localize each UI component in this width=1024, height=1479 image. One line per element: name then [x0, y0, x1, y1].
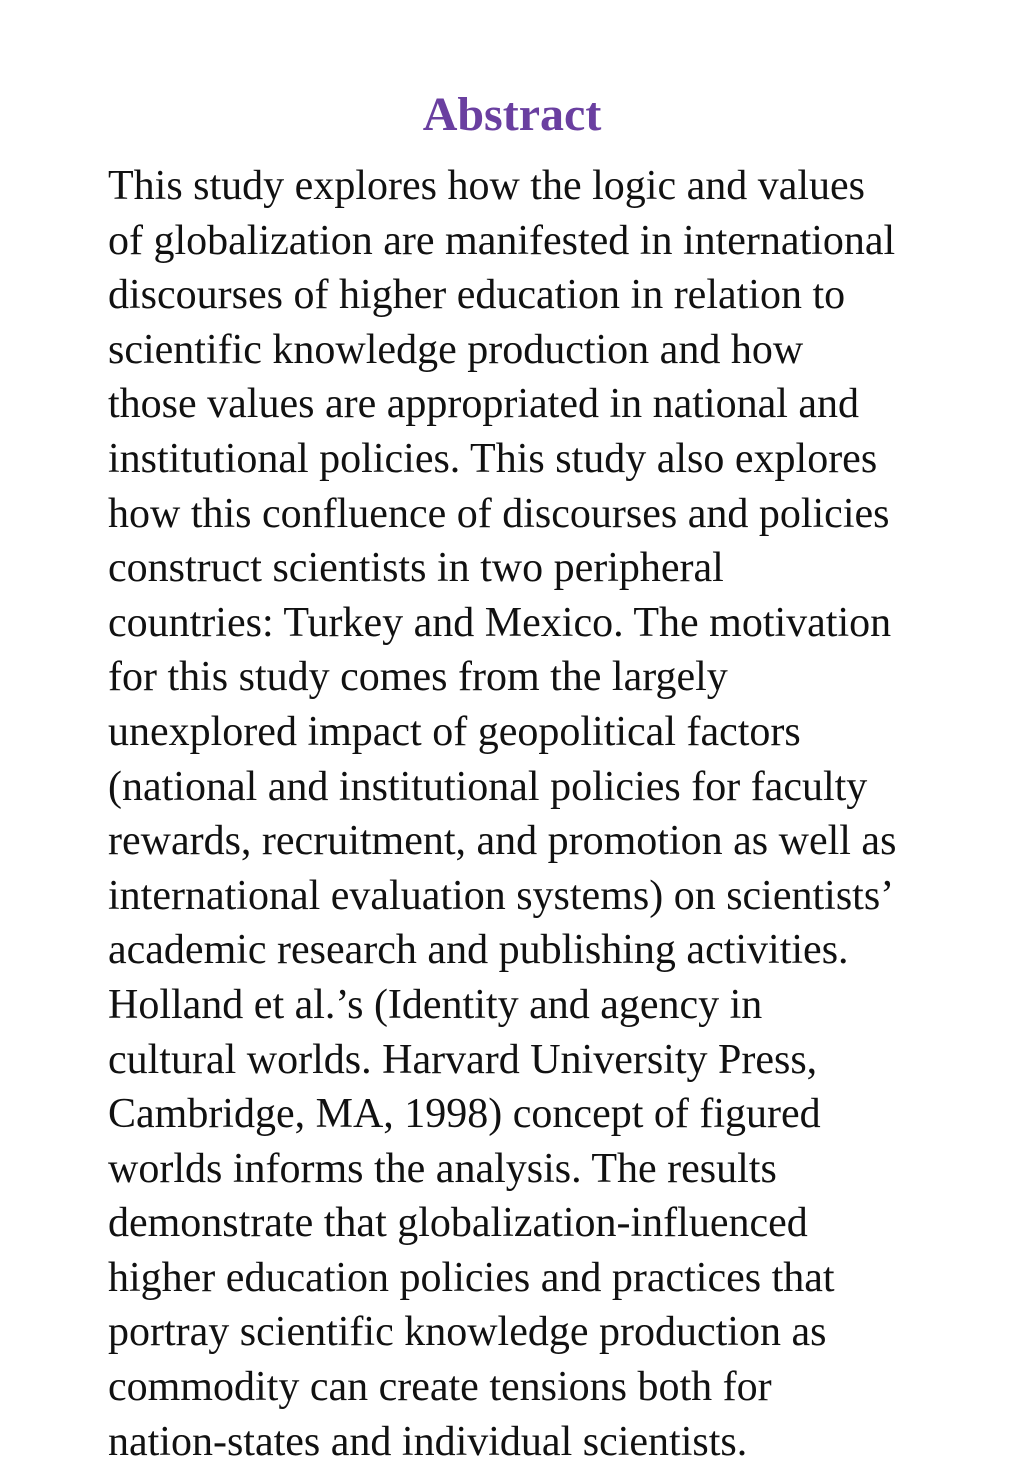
abstract-line-22: portray scientific knowledge production as [108, 1309, 827, 1356]
abstract-line-2: of globalization are manifested in international [108, 217, 896, 264]
abstract-line-23: commodity can create tensions both for [108, 1364, 772, 1411]
abstract-line-13: rewards, recruitment, and promotion as well as [108, 818, 897, 865]
abstract-line-12: (national and institutional policies for faculty [108, 763, 868, 810]
abstract-line-4: scientific knowledge production and how [108, 326, 804, 373]
abstract-line-19: worlds informs the analysis. The results [108, 1145, 777, 1192]
abstract-line-7: how this confluence of discourses and policies [108, 490, 890, 537]
abstract-line-16: Holland et al.’s (Identity and agency in [108, 981, 763, 1028]
abstract-line-15: academic research and publishing activities. [108, 927, 849, 974]
abstract-heading: Abstract [422, 88, 602, 141]
abstract-line-14: international evaluation systems) on scientists’ [108, 872, 895, 919]
abstract-line-11: unexplored impact of geopolitical factors [108, 708, 801, 755]
abstract-line-18: Cambridge, MA, 1998) concept of figured [108, 1091, 821, 1138]
abstract-line-9: countries: Turkey and Mexico. The motivation [108, 599, 892, 646]
abstract-line-20: demonstrate that globalization-influenced [108, 1200, 808, 1247]
abstract-line-21: higher education policies and practices that [108, 1254, 835, 1301]
abstract-line-10: for this study comes from the largely [108, 654, 728, 701]
abstract-line-8: construct scientists in two peripheral [108, 545, 724, 592]
abstract-line-24: nation-states and individual scientists. [108, 1418, 748, 1465]
abstract-line-17: cultural worlds. Harvard University Press, [108, 1036, 818, 1083]
abstract-line-1: This study explores how the logic and values [108, 163, 866, 209]
abstract-line-5: those values are appropriated in national and [108, 381, 860, 428]
abstract-body [108, 159, 988, 1469]
abstract-line-6: institutional policies. This study also explores [108, 435, 878, 482]
abstract-line-3: discourses of higher education in relation to [108, 272, 846, 319]
